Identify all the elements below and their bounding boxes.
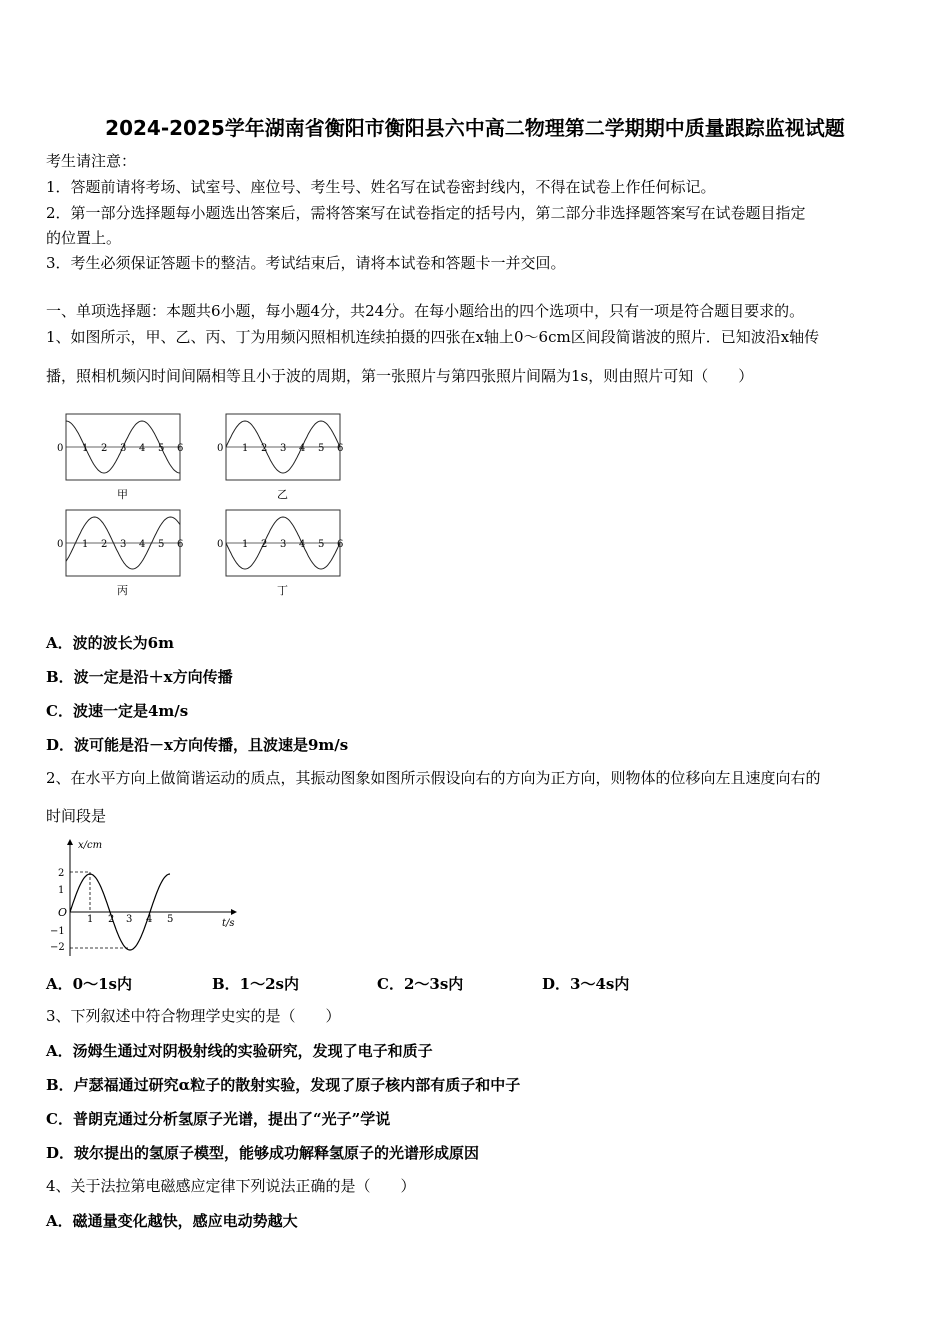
q3-option-a[interactable]: A．汤姆生通过对阴极射线的实验研究，发现了电子和质子 <box>46 1042 433 1060</box>
tick-label: 2 <box>101 443 108 454</box>
tick-label: 5 <box>158 443 165 454</box>
x-tick-label: 1 <box>87 914 94 925</box>
q3-option-b[interactable]: B．卢瑟福通过研究α粒子的散射实验，发现了原子核内部有质子和中子 <box>46 1076 521 1094</box>
wave-photos-figure <box>52 410 352 600</box>
tick-label: 2 <box>101 539 108 550</box>
q2-option-b[interactable]: B．1～2s内 <box>212 975 299 993</box>
question-3-stem: 3、下列叙述中符合物理学史实的是（ ） <box>46 1007 341 1025</box>
tick-label: 0 <box>57 539 64 550</box>
x-tick-label: 4 <box>146 914 153 925</box>
wave-panel-ding <box>217 510 343 597</box>
tick-label: 4 <box>139 443 146 454</box>
wave-panel-jia <box>57 414 183 501</box>
q3-option-c[interactable]: C．普朗克通过分析氢原子光谱，提出了“光子”学说 <box>46 1110 391 1128</box>
notice-item: 3．考生必须保证答题卡的整洁。考试结束后，请将本试卷和答题卡一并交回。 <box>46 254 566 272</box>
x-tick-label: 5 <box>167 914 174 925</box>
y-axis-label: x/cm <box>78 840 103 851</box>
question-4-stem: 4、关于法拉第电磁感应定律下列说法正确的是（ ） <box>46 1177 416 1195</box>
tick-label: 0 <box>217 539 224 550</box>
tick-label: 4 <box>299 443 306 454</box>
tick-label: 3 <box>280 443 287 454</box>
notice-item: 2．第一部分选择题每小题选出答案后，需将答案写在试卷指定的括号内，第二部分非选择题答案写在试卷题目指定 <box>46 204 806 222</box>
tick-label: 3 <box>280 539 287 550</box>
tick-label: 4 <box>299 539 306 550</box>
photo-label: 丁 <box>277 584 288 597</box>
q3-option-d[interactable]: D．玻尔提出的氢原子模型，能够成功解释氢原子的光谱形成原因 <box>46 1144 480 1162</box>
x-tick-label: 3 <box>126 914 133 925</box>
question-2-stem: 2、在水平方向上做简谐运动的质点，其振动图象如图所示假设向右的方向为正方向，则物体的位移向左且速度向右的 <box>46 769 821 787</box>
y-tick-label: −2 <box>50 942 65 953</box>
tick-label: 5 <box>158 539 165 550</box>
tick-label: 6 <box>177 539 184 550</box>
vibration-graph <box>46 834 246 960</box>
photo-label: 甲 <box>117 488 128 501</box>
tick-label: 6 <box>337 539 344 550</box>
tick-label: 4 <box>139 539 146 550</box>
y-tick-label: 2 <box>58 868 65 879</box>
origin-label: O <box>58 906 68 919</box>
q2-option-a[interactable]: A．0～1s内 <box>46 975 132 993</box>
tick-label: 5 <box>318 443 325 454</box>
tick-label: 2 <box>261 443 268 454</box>
tick-label: 1 <box>82 539 89 550</box>
x-tick-label: 2 <box>108 914 115 925</box>
tick-label: 1 <box>242 539 249 550</box>
tick-label: 6 <box>177 443 184 454</box>
tick-label: 3 <box>120 539 127 550</box>
tick-label: 3 <box>120 443 127 454</box>
q1-option-c[interactable]: C．波速一定是4m/s <box>46 702 189 720</box>
tick-label: 2 <box>261 539 268 550</box>
photo-label: 丙 <box>117 584 128 597</box>
y-tick-label: 1 <box>58 885 65 896</box>
notice-item: 1．答题前请将考场、试室号、座位号、考生号、姓名写在试卷密封线内，不得在试卷上作任何标记。 <box>46 178 716 196</box>
tick-label: 1 <box>82 443 89 454</box>
x-axis-label: t/s <box>222 918 235 929</box>
section-heading: 一、单项选择题：本题共6小题，每小题4分，共24分。在每小题给出的四个选项中，只有一项是符合题目要求的。 <box>46 302 805 320</box>
question-2-stem-cont: 时间段是 <box>46 807 107 825</box>
tick-label: 6 <box>337 443 344 454</box>
notice-heading: 考生请注意： <box>46 152 137 170</box>
notice-item: 的位置上。 <box>46 229 122 247</box>
q2-option-c[interactable]: C．2～3s内 <box>377 975 464 993</box>
page-title: 2024-2025学年湖南省衡阳市衡阳县六中高二物理第二学期期中质量跟踪监视试题 <box>105 116 845 140</box>
q4-option-a[interactable]: A．磁通量变化越快，感应电动势越大 <box>46 1212 298 1230</box>
wave-panel-yi <box>217 414 343 501</box>
tick-label: 5 <box>318 539 325 550</box>
photo-label: 乙 <box>277 488 288 501</box>
tick-label: 0 <box>217 443 224 454</box>
wave-panel-bing <box>57 510 183 597</box>
question-1-stem: 1、如图所示，甲、乙、丙、丁为用频闪照相机连续拍摄的四张在x轴上0～6cm区间段简谐波的照片．已知波沿x轴传 <box>46 328 820 346</box>
q1-option-b[interactable]: B．波一定是沿＋x方向传播 <box>46 668 233 686</box>
tick-label: 1 <box>242 443 249 454</box>
q1-option-d[interactable]: D．波可能是沿－x方向传播，且波速是9m/s <box>46 736 349 754</box>
q2-option-d[interactable]: D．3～4s内 <box>542 975 630 993</box>
q1-option-a[interactable]: A．波的波长为6m <box>46 634 174 652</box>
tick-label: 0 <box>57 443 64 454</box>
y-tick-label: −1 <box>50 926 65 937</box>
question-1-stem-cont: 播，照相机频闪时间间隔相等且小于波的周期，第一张照片与第四张照片间隔为1s，则由照片可知（ ） <box>46 367 754 385</box>
